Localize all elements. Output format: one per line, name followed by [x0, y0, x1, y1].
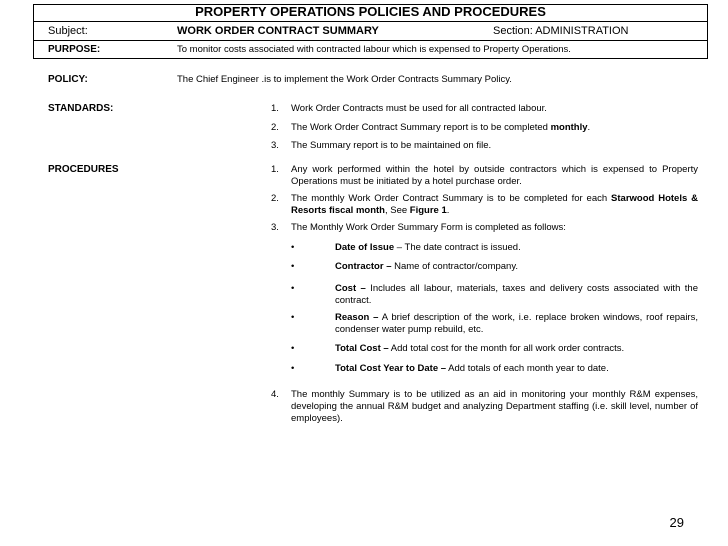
bullet-item: Total Cost Year to Date – Add totals of each month year to date.: [335, 363, 609, 374]
subject-value: WORK ORDER CONTRACT SUMMARY: [177, 25, 379, 37]
procedure-item: The monthly Work Order Contract Summary is to be completed for each Starwood Hotels & Resorts fiscal month, See Figure 1.: [291, 193, 699, 216]
policy-label: POLICY:: [48, 74, 88, 85]
bullet-item: Cost – Includes all labour, materials, taxes and delivery costs associated with the contract.: [335, 283, 698, 306]
procedure-number: 2.: [271, 193, 279, 204]
bullet-item: Reason – A brief description of the work, i.e. replace broken windows, roof repairs, condenser water pump rebuild, etc.: [335, 312, 698, 335]
procedure-number: 4.: [271, 389, 279, 400]
bullet-icon: •: [291, 261, 295, 272]
procedure-item: The Monthly Work Order Summary Form is completed as follows:: [291, 222, 566, 233]
bullet-icon: •: [291, 242, 295, 253]
procedure-number: 3.: [271, 222, 279, 233]
bullet-item: Total Cost – Add total cost for the month for all work order contracts.: [335, 343, 625, 354]
standard-number: 3.: [271, 140, 279, 151]
procedure-item: The monthly Summary is to be utilized as an aid in monitoring your monthly R&M expenses, developing the annual R&M budget and analyzing Department staffing (i.e. skill level, number of employees).: [291, 389, 698, 424]
purpose-rule: [33, 58, 708, 59]
standard-item: Work Order Contracts must be used for all contracted labour.: [291, 103, 547, 114]
subject-label: Subject:: [48, 25, 88, 37]
bullet-icon: •: [291, 312, 295, 323]
standard-number: 1.: [271, 103, 279, 114]
standard-item: The Summary report is to be maintained on file.: [291, 140, 492, 151]
bullet-icon: •: [291, 283, 295, 294]
page-number: 29: [669, 515, 684, 530]
bullet-icon: •: [291, 363, 295, 374]
subject-rule: [33, 40, 708, 41]
section-label: Section: ADMINISTRATION: [493, 25, 629, 37]
bullet-icon: •: [291, 343, 295, 354]
policy-text: The Chief Engineer .is to implement the Work Order Contracts Summary Policy.: [177, 74, 512, 85]
procedures-label: PROCEDURES: [48, 164, 119, 175]
standard-item: The Work Order Contract Summary report is to be completed monthly.: [291, 122, 591, 133]
standards-label: STANDARDS:: [48, 103, 114, 114]
bullet-item: Date of Issue – The date contract is issued.: [335, 242, 521, 253]
procedure-number: 1.: [271, 164, 279, 175]
procedure-item: Any work performed within the hotel by outside contractors which is expensed to Property Operations must be initiated by a hotel purchase order.: [291, 164, 698, 187]
title-rule: [33, 21, 708, 22]
purpose-label: PURPOSE:: [48, 44, 101, 55]
standard-number: 2.: [271, 122, 279, 133]
page-title: PROPERTY OPERATIONS POLICIES AND PROCEDURES: [195, 4, 546, 19]
bullet-item: Contractor – Name of contractor/company.: [335, 261, 519, 272]
purpose-text: To monitor costs associated with contracted labour which is expensed to Property Operations.: [177, 44, 571, 55]
